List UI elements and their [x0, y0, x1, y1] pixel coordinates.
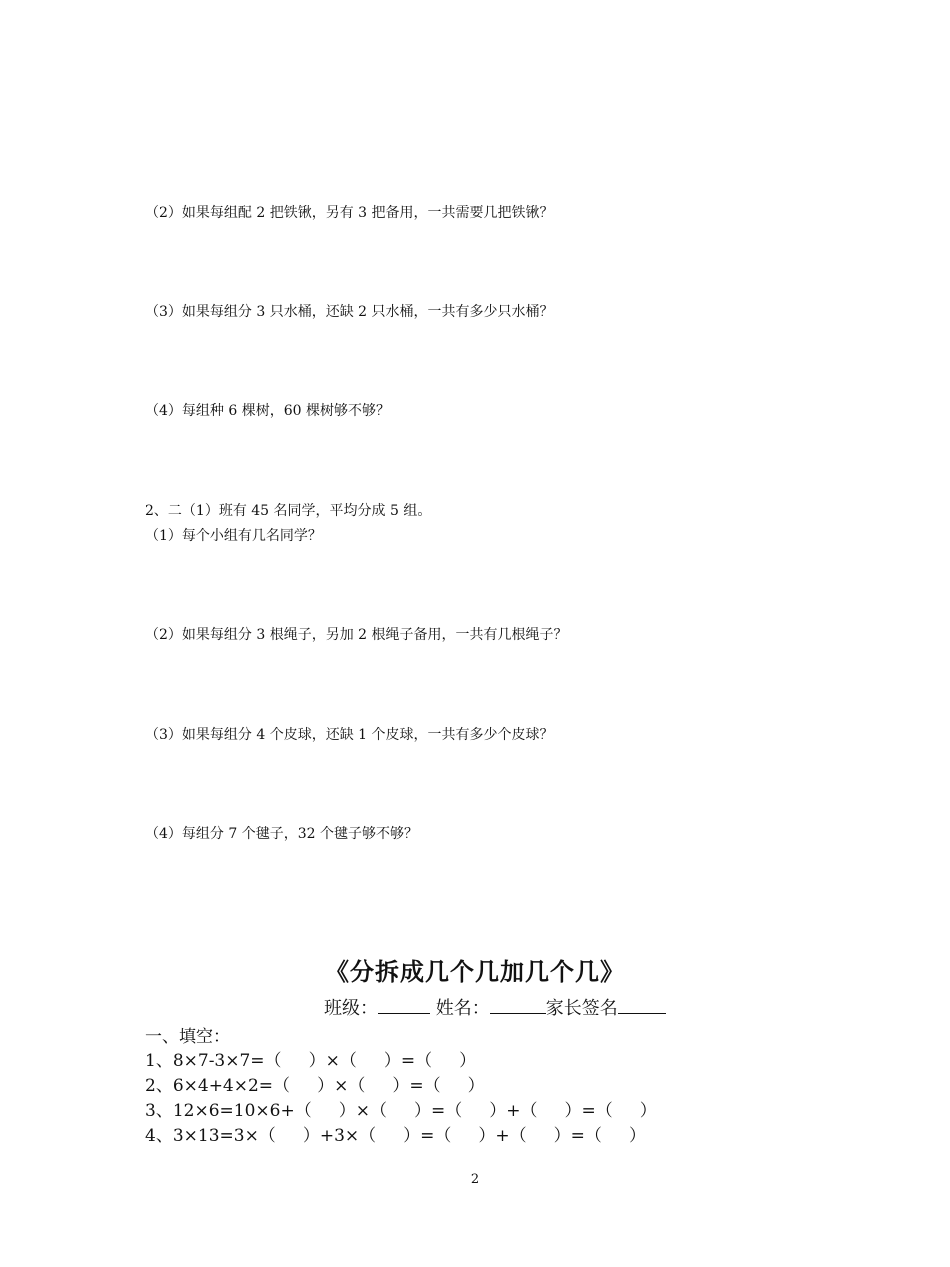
question-buckets: （3）如果每组分 3 只水桶，还缺 2 只水桶，一共有多少只水桶？ [145, 304, 554, 320]
worksheet-title: 《分拆成几个几加几个几》 [325, 958, 625, 986]
problem2-stem: 2、二（1）班有 45 名同学，平均分成 5 组。 [145, 503, 432, 519]
page-number: 2 [470, 1172, 480, 1187]
section-heading: 一、填空： [145, 1027, 230, 1047]
question-shovels: （2）如果每组配 2 把铁锹，另有 3 把备用，一共需要几把铁锹？ [145, 205, 554, 221]
fill-item-1: 1、8×7-3×7=（ ）×（ ）=（ ） [145, 1051, 477, 1071]
student-info-row [324, 994, 666, 1020]
problem2-question-1: （1）每个小组有几名同学？ [145, 528, 322, 544]
name-label: 姓名： [435, 998, 490, 1019]
problem2-question-2: （2）如果每组分 3 根绳子，另加 2 根绳子备用，一共有几根绳子？ [145, 627, 568, 643]
question-trees: （4）每组种 6 棵树，60 棵树够不够？ [145, 403, 390, 419]
name-blank[interactable] [490, 995, 546, 1014]
problem2-question-3: （3）如果每组分 4 个皮球，还缺 1 个皮球，一共有多少个皮球？ [145, 727, 554, 743]
class-label: 班级： [324, 998, 378, 1019]
parent-signature-blank[interactable] [618, 995, 666, 1014]
fill-item-3: 3、12×6=10×6+（ ）×（ ）=（ ）+（ ）=（ ） [145, 1101, 657, 1121]
problem2-question-4: （4）每组分 7 个毽子，32 个毽子够不够？ [145, 826, 418, 842]
fill-item-4: 4、3×13=3×（ ）+3×（ ）=（ ）+（ ）=（ ） [145, 1126, 646, 1146]
class-blank[interactable] [378, 995, 430, 1014]
parent-signature-label: 家长签名 [545, 998, 618, 1019]
fill-item-2: 2、6×4+4×2=（ ）×（ ）=（ ） [145, 1076, 485, 1096]
